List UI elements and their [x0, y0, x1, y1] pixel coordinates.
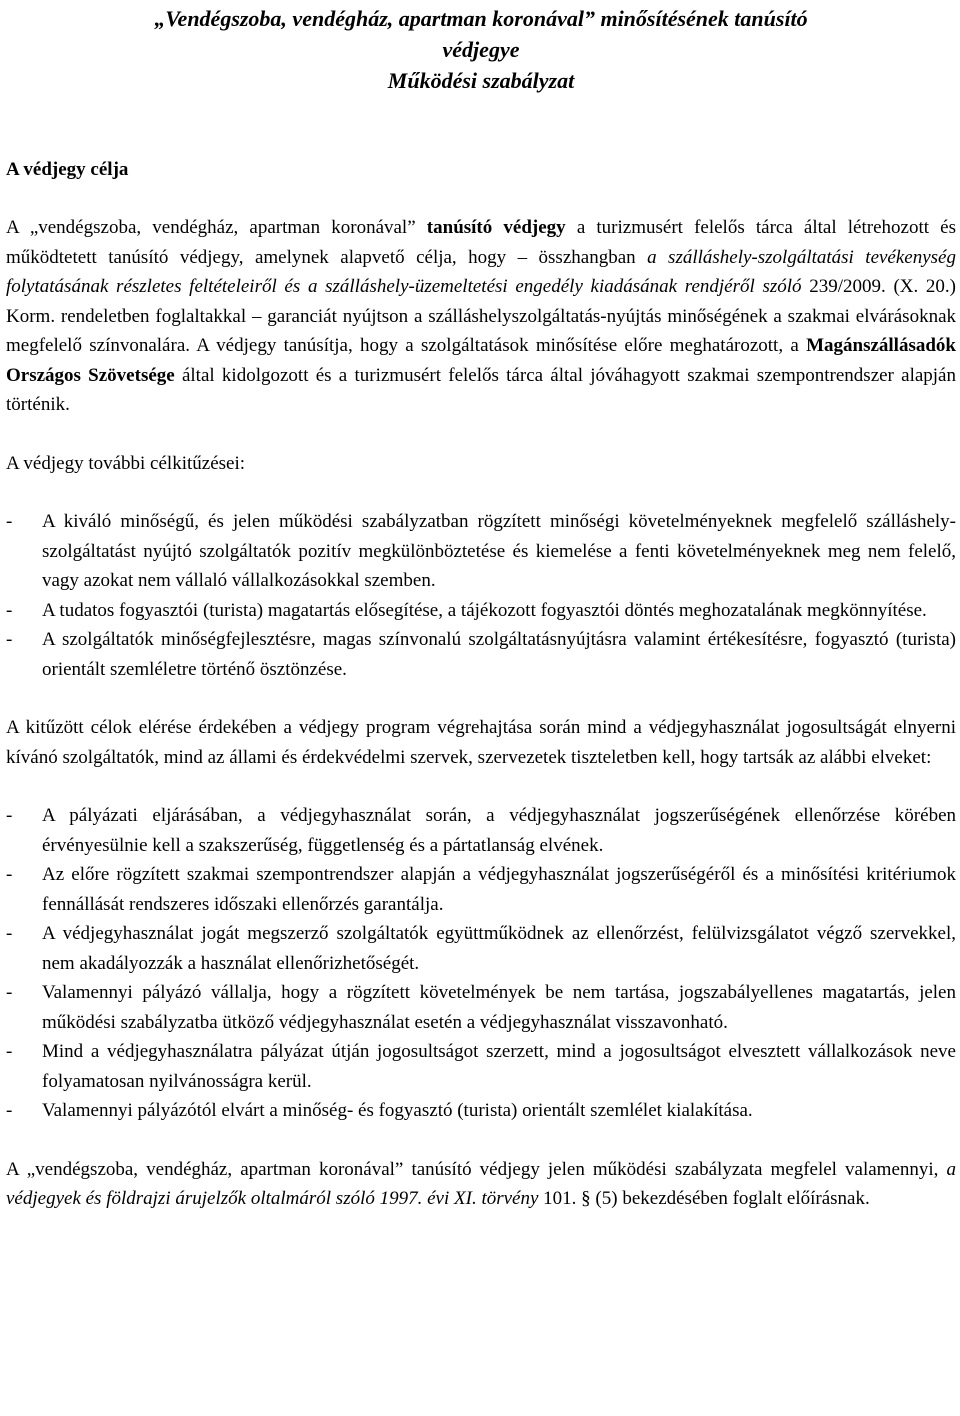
list-item: - Az előre rögzített szakmai szempontrendszer alapján a védjegyhasználat jogszerűségéről és a minősítési kritériumok fennállását rendszeres időszaki ellenőrzés garantálja. — [6, 860, 956, 919]
para1-text-2: a turizmusért felelős tárca által létrehozott és működtetett tanúsító védjegy, amelynek alapvető célja, hogy – összhangban — [6, 217, 956, 268]
title-line-1: „Vendégszoba, vendégház, apartman koronával” minősítésének tanúsító — [154, 6, 808, 31]
para1-text-4: által kidolgozott és a turizmusért felelős tárca által jóváhagyott szakmai szempontrendszer alapján történik. — [6, 364, 956, 415]
list-item: - A védjegyhasználat jogát megszerző szolgáltatók együttműködnek az ellenőrzést, felülvizsgálatot végző szervekkel, nem akadályozzák a használat ellenőrizhetőségét. — [6, 919, 956, 978]
document-title — [6, 0, 956, 96]
para1-italic-regulation: a szálláshely-szolgáltatási tevékenység folytatásának részletes feltételeiről és a szálláshely-üzemeltetési engedély kiadásának rendjéről szóló — [6, 246, 956, 297]
para1-text-3: 239/2009. (X. 20.) Korm. rendeletben foglaltakkal – garanciát nyújtson a szálláshelyszolgáltatás-nyújtás minőségének a szakmai elvárásoknak megfelelő színvonalára. A védjegy tanúsítja, hogy a szolgáltatások minősítése előre meghatározott, a — [6, 276, 956, 356]
list-item: - Valamennyi pályázótól elvárt a minőség- és fogyasztó (turista) orientált szemlélet kialakítása. — [6, 1096, 956, 1126]
list-item: - A kiváló minőségű, és jelen működési szabályzatban rögzített minőségi követelményeknek megfelelő szálláshely-szolgáltatást nyújtó szolgáltatók pozitív megkülönböztetése és kiemelése a fenti követelményeknek meg nem felelő, vagy azokat nem vállaló vállalkozásokkal szemben. — [6, 507, 956, 596]
paragraph-principles-intro: A kitűzött célok elérése érdekében a védjegy program végrehajtása során mind a védjegyhasználat jogosultságát elnyerni kívánó szolgáltatók, mind az állami és érdekvédelmi szervek, szervezetek tiszteletben kell, hogy tartsák az alábbi elveket: — [6, 717, 956, 768]
para4-text-2: 101. § (5) bekezdésében foglalt előírásnak. — [538, 1188, 870, 1209]
para1-bold-trademark: tanúsító védjegy — [426, 217, 566, 238]
title-line-2: védjegye — [442, 37, 520, 62]
para1-text-1: A „vendégszoba, vendégház, apartman koronával” — [6, 217, 427, 238]
paragraph-purpose — [6, 213, 956, 420]
paragraph-further-goals: A védjegy további célkitűzései: — [6, 452, 246, 474]
paragraph-compliance — [6, 1155, 956, 1214]
list-item: - A pályázati eljárásában, a védjegyhasználat során, a védjegyhasználat jogszerűségének ellenőrzése körében érvényesülnie kell a szakszerűség, függetlenség és a pártatlanság elvének. — [6, 801, 956, 860]
list-item: - Mind a védjegyhasználatra pályázat útján jogosultságot szerzett, mind a jogosultságot elvesztett vállalkozások neve folyamatosan nyilvánosságra kerül. — [6, 1037, 956, 1096]
list-item: - A szolgáltatók minőségfejlesztésre, magas színvonalú szolgáltatásnyújtásra valamint értékesítésre, fogyasztó (turista) orientált szemléletre történő ösztönzése. — [6, 625, 956, 684]
document-page — [6, 0, 956, 1214]
para4-text-1: A „vendégszoba, vendégház, apartman koronával” tanúsító védjegy jelen működési szabályzata megfelel valamennyi, — [6, 1158, 947, 1180]
principles-list — [6, 801, 956, 1126]
para4-italic-law: a védjegyek és földrajzi árujelzők oltalmáról szóló 1997. évi XI. törvény — [6, 1158, 956, 1209]
para1-bold-association: Magánszállásadók Országos Szövetsége — [6, 335, 956, 386]
list-item: - Valamennyi pályázó vállalja, hogy a rögzített követelmények be nem tartása, jogszabályellenes magatartás, jelen működési szabályzatba ütköző védjegyhasználat esetén a védjegyhasználat visszavonható. — [6, 978, 956, 1037]
section-heading: A védjegy célja — [6, 159, 129, 180]
list-item: - A tudatos fogyasztói (turista) magatartás elősegítése, a tájékozott fogyasztói döntés meghozatalának megkönnyítése. — [6, 596, 956, 626]
document-subtitle: Működési szabályzat — [387, 68, 575, 93]
goals-list — [6, 507, 956, 684]
